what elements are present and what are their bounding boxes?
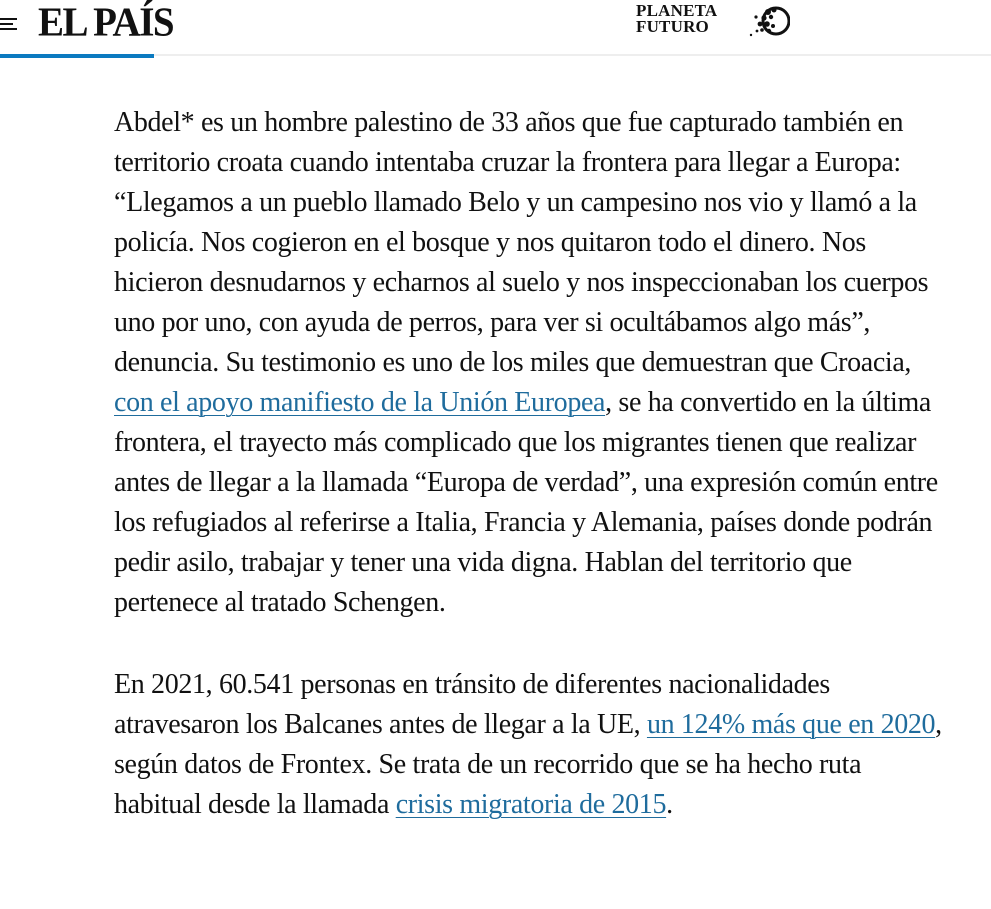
article-text: . (666, 789, 673, 820)
article-inline-link[interactable]: crisis migratoria de 2015 (395, 789, 667, 820)
article-text: , según datos de Frontex. Se trata de un recorrido que se ha hecho ruta habitual desde la llamada (114, 709, 942, 820)
article-inline-link[interactable]: un 124% más que en 2020 (646, 709, 936, 740)
article-text: Abdel* es un hombre palestino de 33 años que fue capturado también en territorio croata cuando intentaba cruzar la frontera para llegar a Europa: “Llegamos a un pueblo llamado Belo y un campesino nos vio y llamó a la policía. Nos cogieron en el bosque y nos quitaron todo el dinero. Nos hicieron desnudarnos y echarnos al suelo y nos inspeccionaban los cuerpos uno por uno, con ayuda de perros, para ver si ocultábamos algo más”, denuncia. Su testimonio es uno de los miles que demuestran que Croacia, (114, 107, 929, 378)
planeta-futuro-globe-icon (746, 3, 790, 39)
article-body (114, 103, 944, 867)
article-text: , se ha convertido en la última frontera, el trayecto más complicado que los migrantes tienen que realizar antes de llegar a la llamada “Europa de verdad”, una expresión común entre los refugiados al referirse a Italia, Francia y Alemania, países donde podrán pedir asilo, trabajar y tener una vida digna. Hablan del territorio que pertenece al tratado Schengen. (114, 387, 938, 618)
el-pais-logo[interactable]: EL PAÍS (38, 0, 174, 46)
section-logo-line-2: FUTURO (636, 17, 709, 36)
article-paragraph (114, 103, 944, 623)
site-header (0, 0, 991, 56)
article-inline-link[interactable]: con el apoyo manifiesto de la Unión Europea (114, 387, 606, 418)
reading-progress-bar (0, 54, 154, 58)
article-text: En 2021, 60.541 personas en tránsito de diferentes nacionalidades atravesaron los Balcanes antes de llegar a la UE, (114, 669, 830, 740)
article-paragraph (114, 665, 944, 825)
menu-button[interactable] (0, 12, 21, 36)
section-logo-line-1: PLANETA (636, 1, 718, 20)
planeta-futuro-logo[interactable] (636, 3, 796, 43)
hamburger-menu-icon (0, 12, 21, 36)
